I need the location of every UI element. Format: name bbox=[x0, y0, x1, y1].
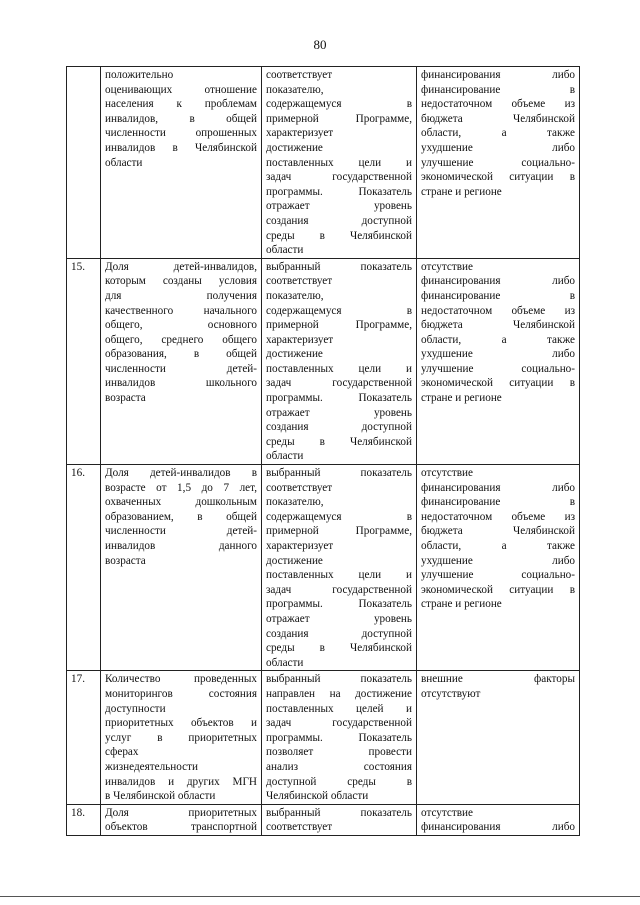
text-line: отражает уровень bbox=[266, 200, 412, 213]
justification-cell bbox=[262, 671, 417, 804]
text-line: образованием, в общей bbox=[105, 510, 257, 523]
table-row bbox=[67, 67, 580, 259]
text-line: стране и регионе bbox=[421, 185, 502, 198]
table-row bbox=[67, 465, 580, 671]
page-number: 80 bbox=[313, 37, 327, 52]
text-line: приоритетных объектов и bbox=[105, 717, 257, 730]
text-line: экономической ситуации в bbox=[421, 171, 575, 184]
text-line: соответствует bbox=[266, 275, 333, 288]
row-number-cell: 15. bbox=[67, 258, 101, 464]
text-line: выбранный показатель bbox=[266, 260, 412, 273]
text-line: финансирования либо bbox=[421, 69, 575, 81]
text-line: отражает уровень bbox=[266, 612, 412, 625]
text-line: Челябинской области bbox=[266, 790, 369, 803]
risks-cell bbox=[417, 258, 580, 464]
text-line: содержащемуся в bbox=[266, 304, 412, 317]
text-line: показателю, bbox=[266, 289, 324, 302]
row-number-cell: 17. bbox=[67, 671, 101, 804]
risks-cell bbox=[417, 671, 580, 804]
risks-cell bbox=[417, 67, 580, 259]
text-line: области bbox=[266, 656, 304, 669]
text-line: качественного начального bbox=[105, 304, 257, 317]
row-number-cell: 18. bbox=[67, 804, 101, 835]
text-line: численности детей- bbox=[105, 525, 257, 538]
text-line: финансирования либо bbox=[421, 275, 575, 288]
text-line: отсутствие bbox=[421, 260, 473, 273]
indicators-table bbox=[66, 66, 580, 836]
text-line: услуг в приоритетных bbox=[105, 731, 257, 744]
text-line: поставленных цели и bbox=[266, 362, 412, 375]
row-number-cell: 16. bbox=[67, 465, 101, 671]
text-line: отражает уровень bbox=[266, 406, 412, 419]
text-line: отсутствие bbox=[421, 806, 473, 819]
text-line: объектов транспортной bbox=[105, 821, 257, 834]
justification-cell bbox=[262, 804, 417, 835]
text-line: области, а также bbox=[421, 127, 575, 140]
text-line: соответствует bbox=[266, 821, 333, 834]
text-line: доступной среды в bbox=[266, 775, 412, 788]
indicator-name-cell bbox=[101, 465, 262, 671]
text-line: оценивающих отношение bbox=[105, 83, 257, 96]
text-line: инвалидов в Челябинской bbox=[105, 141, 257, 154]
text-line: характеризует bbox=[266, 333, 334, 346]
text-line: бюджета Челябинской bbox=[421, 319, 575, 332]
table-row bbox=[67, 804, 580, 835]
risks-cell bbox=[417, 804, 580, 835]
text-line: недостаточном объеме из bbox=[421, 510, 575, 523]
text-line: примерной Программе, bbox=[266, 112, 412, 125]
text-line: инвалидов, в общей bbox=[105, 112, 257, 125]
indicator-name-cell bbox=[101, 67, 262, 259]
text-line: соответствует bbox=[266, 481, 333, 494]
text-line: программы. Показатель bbox=[266, 392, 412, 405]
text-line: выбранный показатель bbox=[266, 806, 412, 819]
text-line: задач государственной bbox=[266, 377, 412, 390]
text-line: финансирование в bbox=[421, 83, 575, 96]
text-line: показателю, bbox=[266, 83, 324, 96]
text-line: характеризует bbox=[266, 540, 334, 552]
text-line: позволяет провести bbox=[266, 746, 412, 759]
table-row bbox=[67, 671, 580, 804]
text-line: содержащемуся в bbox=[266, 510, 412, 523]
text-line: анализ состояния bbox=[266, 760, 412, 773]
text-line: инвалидов и других МГН bbox=[105, 775, 257, 788]
text-line: общего, основного bbox=[105, 319, 257, 332]
text-line: охваченных дошкольным bbox=[105, 496, 257, 509]
justification-cell bbox=[262, 67, 417, 259]
text-line: доступности bbox=[105, 702, 166, 715]
text-line: примерной Программе, bbox=[266, 525, 412, 538]
text-line: среды в Челябинской bbox=[266, 435, 412, 448]
indicator-name-cell bbox=[101, 671, 262, 804]
text-line: финансирование в bbox=[421, 496, 575, 509]
indicator-name-cell bbox=[101, 804, 262, 835]
text-line: улучшение социально- bbox=[421, 569, 575, 582]
text-line: недостаточном объеме из bbox=[421, 304, 575, 317]
text-line: области bbox=[266, 450, 304, 463]
text-line: задач государственной bbox=[266, 171, 412, 184]
text-line: создания доступной bbox=[266, 214, 412, 227]
text-line: создания доступной bbox=[266, 421, 412, 434]
text-line: области bbox=[105, 156, 143, 169]
text-line: Доля детей-инвалидов, bbox=[105, 260, 257, 273]
text-line: которым созданы условия bbox=[105, 275, 257, 288]
text-line: сферах bbox=[105, 746, 139, 759]
justification-cell bbox=[262, 465, 417, 671]
text-line: среды в Челябинской bbox=[266, 229, 412, 242]
justification-cell bbox=[262, 258, 417, 464]
text-line: финансирования либо bbox=[421, 481, 575, 494]
text-line: направлен на достижение bbox=[266, 687, 412, 700]
text-line: области, а также bbox=[421, 540, 575, 552]
text-line: в Челябинской области bbox=[105, 790, 216, 803]
text-line: образования, в общей bbox=[105, 348, 257, 361]
text-line: достижение bbox=[266, 348, 323, 361]
text-line: достижение bbox=[266, 141, 323, 154]
text-line: стране и регионе bbox=[421, 598, 502, 611]
text-line: ухудшение либо bbox=[421, 554, 575, 567]
bottom-rule bbox=[0, 896, 640, 897]
text-line: создания доступной bbox=[266, 627, 412, 640]
text-line: бюджета Челябинской bbox=[421, 525, 575, 538]
text-line: численности детей- bbox=[105, 362, 257, 375]
text-line: возрасте от 1,5 до 7 лет, bbox=[105, 481, 257, 494]
text-line: финансирования либо bbox=[421, 821, 575, 834]
text-line: примерной Программе, bbox=[266, 319, 412, 332]
text-line: отсутствие bbox=[421, 467, 473, 480]
table-row bbox=[67, 258, 580, 464]
text-line: возраста bbox=[105, 392, 146, 405]
text-line: Доля приоритетных bbox=[105, 806, 257, 819]
text-line: ухудшение либо bbox=[421, 141, 575, 154]
text-line: поставленных цели и bbox=[266, 156, 412, 169]
text-line: соответствует bbox=[266, 69, 333, 81]
text-line: мониторингов состояния bbox=[105, 687, 257, 700]
text-line: содержащемуся в bbox=[266, 98, 412, 111]
text-line: жизнедеятельности bbox=[105, 760, 198, 773]
text-line: инвалидов школьного bbox=[105, 377, 257, 390]
text-line: задач государственной bbox=[266, 717, 412, 730]
text-line: улучшение социально- bbox=[421, 362, 575, 375]
risks-cell bbox=[417, 465, 580, 671]
text-line: для получения bbox=[105, 289, 257, 302]
text-line: инвалидов данного bbox=[105, 540, 257, 552]
text-line: общего, среднего общего bbox=[105, 333, 257, 346]
text-line: задач государственной bbox=[266, 583, 412, 596]
text-line: Доля детей-инвалидов в bbox=[105, 467, 257, 480]
text-line: экономической ситуации в bbox=[421, 377, 575, 390]
text-line: достижение bbox=[266, 554, 323, 567]
text-line: финансирование в bbox=[421, 289, 575, 302]
text-line: улучшение социально- bbox=[421, 156, 575, 169]
text-line: поставленных цели и bbox=[266, 569, 412, 582]
text-line: показателю, bbox=[266, 496, 324, 509]
text-line: выбранный показатель bbox=[266, 467, 412, 480]
text-line: характеризует bbox=[266, 127, 334, 140]
text-line: ухудшение либо bbox=[421, 348, 575, 361]
text-line: области bbox=[266, 244, 304, 257]
text-line: бюджета Челябинской bbox=[421, 112, 575, 125]
text-line: программы. Показатель bbox=[266, 185, 412, 198]
text-line: населения к проблемам bbox=[105, 98, 257, 111]
text-line: программы. Показатель bbox=[266, 598, 412, 611]
row-number-cell bbox=[67, 67, 101, 259]
text-line: программы. Показатель bbox=[266, 731, 412, 744]
text-line: области, а также bbox=[421, 333, 575, 346]
text-line: отсутствуют bbox=[421, 687, 481, 700]
text-line: численности опрошенных bbox=[105, 127, 257, 140]
text-line: возраста bbox=[105, 554, 146, 567]
text-line: среды в Челябинской bbox=[266, 642, 412, 655]
text-line: внешние факторы bbox=[421, 673, 575, 686]
text-line: поставленных целей и bbox=[266, 702, 412, 715]
text-line: стране и регионе bbox=[421, 392, 502, 405]
text-line: выбранный показатель bbox=[266, 673, 412, 686]
text-line: Количество проведенных bbox=[105, 673, 257, 686]
text-line: недостаточном объеме из bbox=[421, 98, 575, 111]
indicator-name-cell bbox=[101, 258, 262, 464]
text-line: экономической ситуации в bbox=[421, 583, 575, 596]
text-line: положительно bbox=[105, 69, 174, 81]
